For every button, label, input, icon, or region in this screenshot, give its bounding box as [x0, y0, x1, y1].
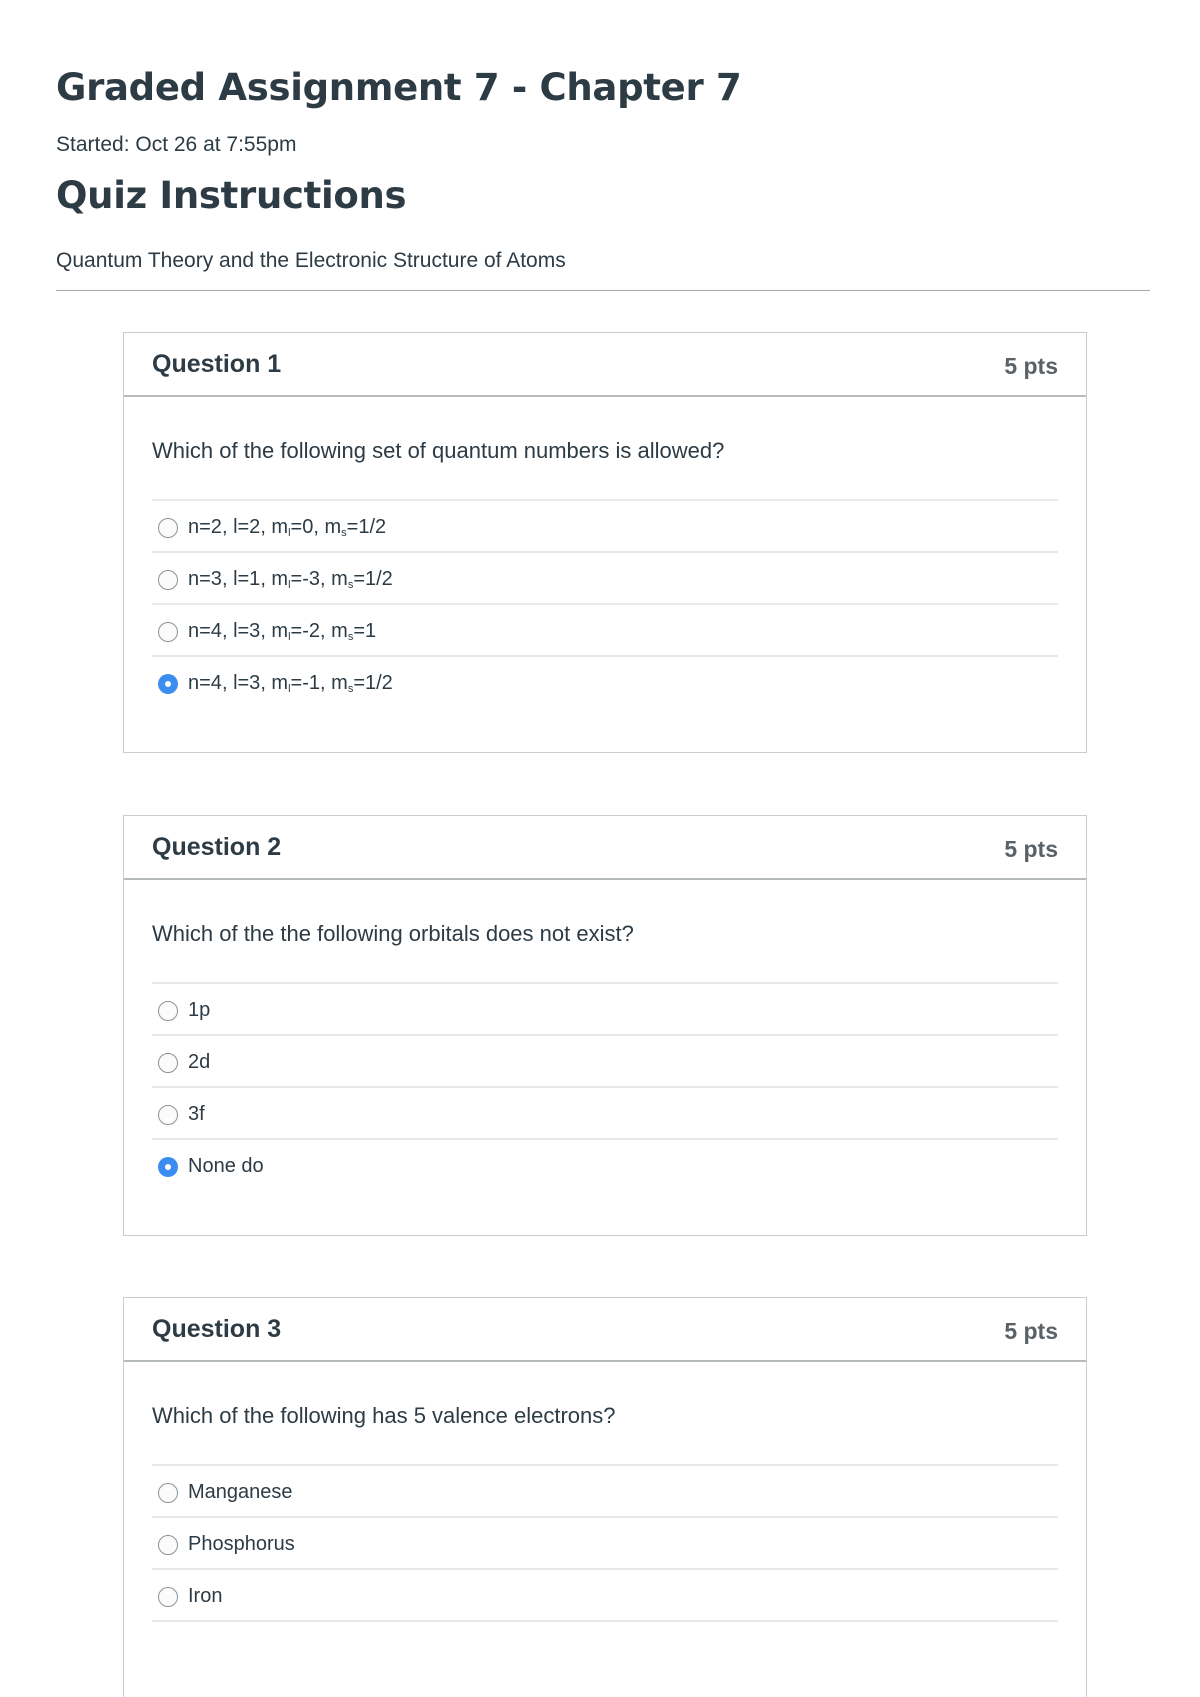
question-body [124, 397, 1086, 739]
answer-option[interactable] [152, 1036, 1058, 1088]
answer-label[interactable]: Iron [188, 1585, 223, 1607]
answer-option[interactable] [152, 501, 1058, 553]
question-header [124, 333, 1086, 397]
radio-button-selected[interactable] [158, 674, 178, 694]
answer-label[interactable]: None do [188, 1155, 264, 1177]
radio-button[interactable] [158, 1483, 178, 1503]
question-text: Which of the the following orbitals does not exist? [152, 921, 634, 946]
question-1 [123, 332, 1087, 753]
question-body [124, 880, 1086, 1222]
answer-label[interactable]: 1p [188, 999, 211, 1021]
question-header [124, 816, 1086, 880]
radio-button[interactable] [158, 1535, 178, 1555]
radio-button[interactable] [158, 622, 178, 642]
page-title: Graded Assignment 7 - Chapter 7 [56, 66, 742, 109]
answer-label[interactable]: Phosphorus [188, 1533, 295, 1555]
answer-label[interactable]: 3f [188, 1103, 205, 1125]
answer-option[interactable] [152, 1518, 1058, 1570]
radio-button[interactable] [158, 570, 178, 590]
quiz-header [56, 62, 1156, 274]
answer-label[interactable]: n=3, l=1, $m_l=-3$, $m_s=1/2$ [188, 568, 393, 591]
question-text: Which of the following has 5 valence electrons? [152, 1403, 616, 1428]
question-points: 5 pts [1004, 836, 1058, 862]
radio-button[interactable] [158, 1053, 178, 1073]
answer-label[interactable]: Manganese [188, 1481, 293, 1503]
answer-option[interactable] [152, 1140, 1058, 1192]
radio-button[interactable] [158, 1587, 178, 1607]
radio-button-selected[interactable] [158, 1157, 178, 1177]
question-2 [123, 815, 1087, 1236]
answer-list [152, 499, 1058, 709]
question-title: Question 1 [152, 350, 282, 378]
started-timestamp: Started: Oct 26 at 7:55pm [56, 133, 297, 156]
question-title: Question 2 [152, 833, 282, 861]
radio-button[interactable] [158, 518, 178, 538]
question-body [124, 1362, 1086, 1652]
answer-list [152, 1464, 1058, 1622]
radio-button[interactable] [158, 1001, 178, 1021]
answer-option[interactable] [152, 605, 1058, 657]
answer-label[interactable]: n=4, l=3, $m_l=-1$, $m_s=1/2$ [188, 672, 393, 695]
question-3 [123, 1297, 1087, 1697]
question-text: Which of the following set of quantum numbers is allowed? [152, 438, 725, 463]
instructions-heading: Quiz Instructions [56, 174, 407, 217]
answer-label[interactable]: n=4, l=3, $m_l=-2$, $m_s=1$ [188, 620, 377, 643]
radio-button[interactable] [158, 1105, 178, 1125]
question-header [124, 1298, 1086, 1362]
header-divider [56, 290, 1150, 291]
answer-option[interactable] [152, 553, 1058, 605]
instructions-text: Quantum Theory and the Electronic Structure of Atoms [56, 249, 566, 272]
answer-label[interactable]: n=2, l=2, $m_l=0$, $m_s=1/2$ [188, 516, 387, 539]
question-title: Question 3 [152, 1315, 282, 1343]
answer-option[interactable] [152, 1088, 1058, 1140]
answer-option[interactable] [152, 1466, 1058, 1518]
answer-label[interactable]: 2d [188, 1051, 211, 1073]
answer-option[interactable] [152, 657, 1058, 709]
answer-list [152, 982, 1058, 1192]
question-points: 5 pts [1004, 1318, 1058, 1344]
answer-option[interactable] [152, 984, 1058, 1036]
question-points: 5 pts [1004, 353, 1058, 379]
answer-option[interactable] [152, 1570, 1058, 1622]
